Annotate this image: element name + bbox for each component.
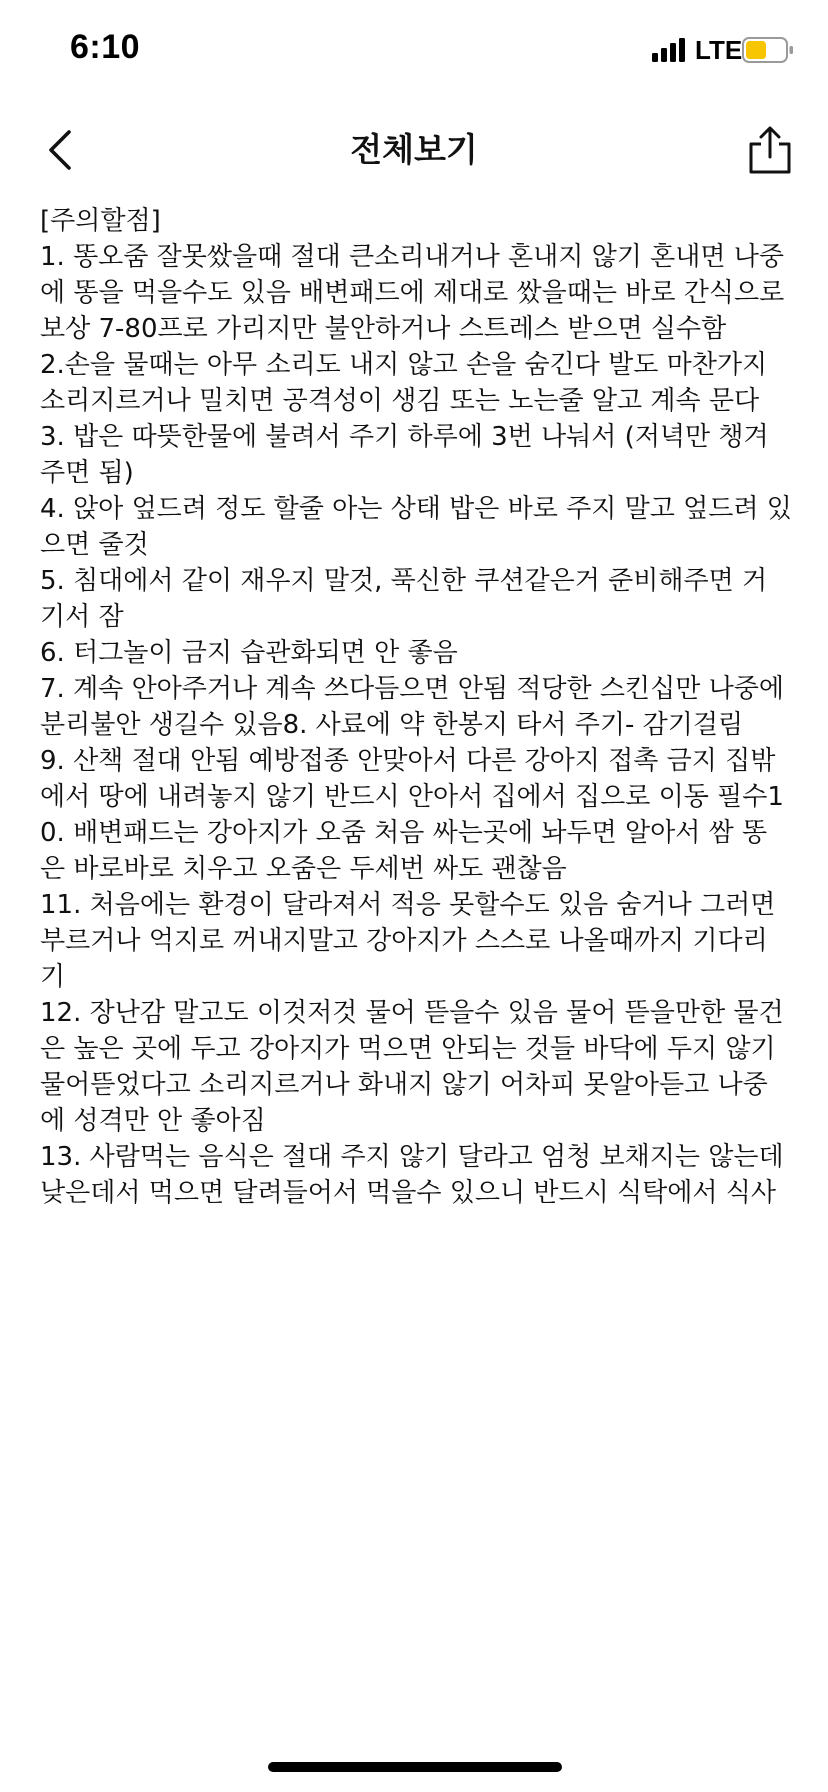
- status-time: 6:10: [70, 28, 141, 66]
- back-button[interactable]: [30, 100, 90, 200]
- network-label: LTE: [695, 35, 743, 65]
- battery-icon: [742, 37, 794, 63]
- status-bar: [0, 0, 828, 100]
- page-title: 전체보기: [350, 130, 478, 169]
- navigation-bar: [0, 100, 828, 200]
- signal-icon: [652, 38, 688, 62]
- chevron-left-icon: [47, 129, 73, 171]
- share-icon: [749, 126, 791, 174]
- note-body[interactable]: [주의할점] 1. 똥오줌 잘못쌌을때 절대 큰소리내거나 혼내지 않기 혼내면 나중에 똥을 먹을수도 있음 배변패드에 제대로 쌌을때는 바로 간식으로 보상 7-80프로 가리지만 불안하거나 스트레스 받으면 실수함 2.손을 물때는 아무 소리도 내지 않고 손을 숨긴다 발도 마찬가지 소리지르거나 밀치면 공격성이 생김 또는 노는줄 알고 계속 문다 3. 밥은 따뜻한물에 불려서 주기 하루에 3번 나눠서 (저녁만 챙겨주면 됨) 4. 앉아 엎드려 정도 할줄 아는 상태 밥은 바로 주지 말고 엎드려 있으면 줄것 5. 침대에서 같이 재우지 말것, 푹신한 쿠션같은거 준비해주면 거기서 잠 6. 터그놀이 금지 습관화되면 안 좋음 7. 계속 안아주거나 계속 쓰다듬으면 안됨 적당한 스킨십만 나중에 분리불안 생길수 있음8. 사료에 약 한봉지 타서 주기- 감기걸림 9. 산책 절대 안됨 예방접종 안맞아서 다른 강아지 접촉 금지 집밖에서 땅에 내려놓지 않기 반드시 안아서 집에서 집으로 이동 필수10. 배변패드는 강아지가 오줌 처음 싸는곳에 놔두면 알아서 쌈 똥은 바로바로 치우고 오줌은 두세번 싸도 괜찮음 11. 처음에는 환경이 달라져서 적응 못할수도 있음 숨거나 그러면 부르거나 억지로 꺼내지말고 강아지가 스스로 나올때까지 기다리기 12. 장난감 말고도 이것저것 물어 뜯을수 있음 물어 뜯을만한 물건은 높은 곳에 두고 강아지가 먹으면 안되는 것들 바닥에 두지 않기 물어뜯었다고 소리지르거나 화내지 않기 어차피 못알아듣고 나중에 성격만 안 좋아짐 13. 사람먹는 음식은 절대 주지 않기 달라고 엄청 보채지는 않는데 낮은데서 먹으면 달려들어서 먹을수 있으니 반드시 식탁에서 식사: [40, 206, 792, 1208]
- home-indicator[interactable]: [268, 1762, 562, 1772]
- share-button[interactable]: [740, 100, 800, 200]
